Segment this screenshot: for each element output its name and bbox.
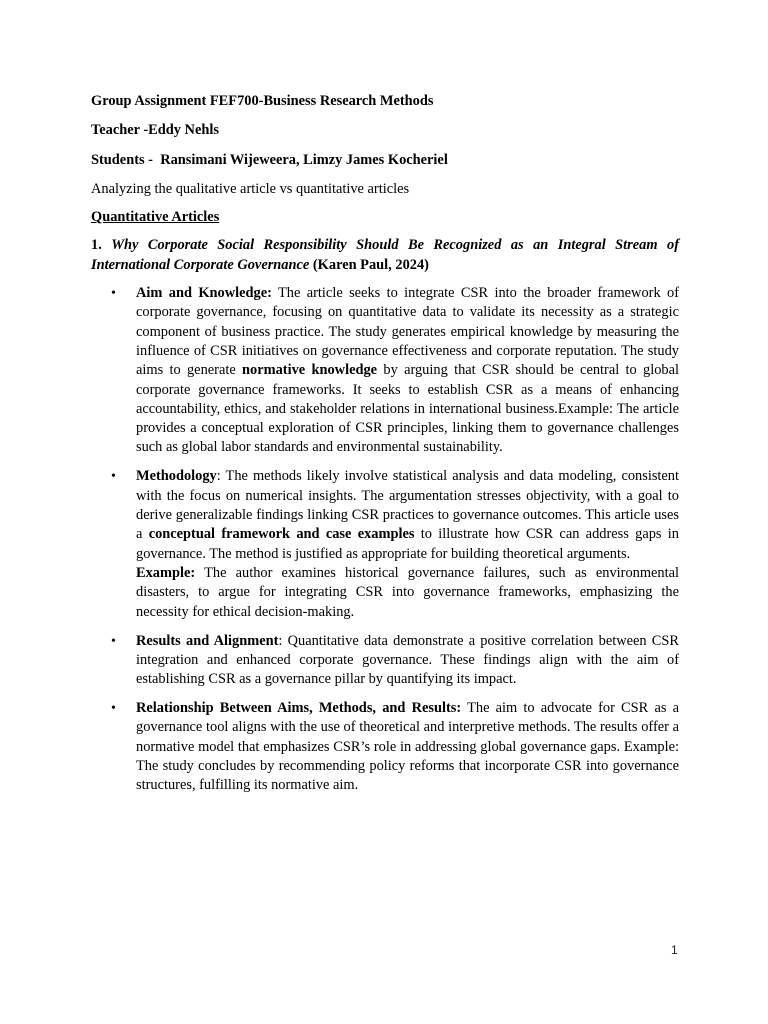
students-line — [91, 151, 679, 170]
bullet-list — [91, 284, 679, 795]
assignment-title: Group Assignment FEF700-Business Research Methods — [91, 93, 434, 109]
students-prefix: Students - — [91, 151, 157, 168]
document-page — [91, 92, 679, 805]
intro-text: Analyzing the qualitative article vs quantitative articles — [91, 180, 410, 197]
section-heading: Quantitative Articles — [91, 209, 220, 226]
bullet-methodology — [91, 467, 679, 621]
bullet-label: Relationship Between Aims, Methods, and Results: — [136, 700, 462, 717]
bullet-aim-knowledge — [91, 284, 679, 458]
bullet-icon: • — [111, 469, 116, 485]
bullet-label: Aim and Knowledge: — [136, 285, 272, 302]
bullet-label: Methodology — [136, 468, 217, 485]
bullet-label: Results and Alignment — [136, 632, 279, 649]
page-number: 1 — [671, 943, 678, 957]
bullet-text: to illustrate how CSR can address gaps in governance. The method is justified as appropriate for building theoretical arguments. — [136, 526, 679, 562]
bullet-icon: • — [111, 633, 116, 649]
teacher-line: Teacher -Eddy Nehls — [91, 122, 219, 139]
article-title — [91, 236, 679, 275]
bullet-relationship — [91, 699, 679, 795]
bullet-text: by arguing that CSR should be central to global corporate governance frameworks. It seeks to establish CSR as a means of enhancing accountability, ethics, and stakeholder relations in international business.Example: The article provides a conceptual exploration of CSR principles, linking them to governance challenges such as global labor standards and environmental sustainability. — [136, 362, 679, 456]
bullet-icon: • — [111, 701, 116, 717]
bullet-emphasis: normative knowledge — [242, 362, 378, 379]
bullet-icon: • — [111, 286, 116, 302]
bullet-text: : The methods likely involve statistical analysis and data modeling, consistent with the focus on numerical insights. The argumentation stresses objectivity, with a goal to derive generalizable findings linking CSR practices to governance outcomes. This article uses a — [136, 468, 679, 543]
students-names: Ransimani Wijeweera, Limzy James Kocheriel — [160, 151, 448, 168]
bullet-results-alignment — [91, 632, 679, 690]
bullet-emphasis: conceptual framework and case examples — [148, 526, 415, 543]
article-title-text: Why Corporate Social Responsibility Should Be Recognized as an Integral Stream of International Corporate Governance — [91, 237, 679, 273]
example-text: The author examines historical governance failures, such as environmental disasters, to argue for integrating CSR into governance frameworks, emphasizing the necessity for ethical decision-making. — [136, 564, 679, 620]
article-number: 1. — [91, 237, 102, 254]
bullet-text: : Quantitative data demonstrate a positive correlation between CSR integration and enhanced corporate governance. These findings align with the aim of establishing CSR as a governance pillar by quantifying its impact. — [136, 632, 679, 688]
article-citation: (Karen Paul, 2024) — [312, 256, 429, 273]
bullet-text: The aim to advocate for CSR as a governance tool aligns with the use of theoretical and interpretive methods. The results offer a normative model that emphasizes CSR’s role in addressing global governance gaps. Example: The study concludes by recommending policy reforms that incorporate CSR into governance structures, fulfilling its normative aim. — [136, 700, 680, 794]
bullet-text: The article seeks to integrate CSR into the broader framework of corporate governance, focusing on quantitative data to validate its necessity as a strategic component of business practice. The study generates empirical knowledge by measuring the influence of CSR initiatives on governance effectiveness and corporate reputation. The study aims to generate — [136, 285, 679, 379]
example-label: Example: — [136, 564, 196, 581]
